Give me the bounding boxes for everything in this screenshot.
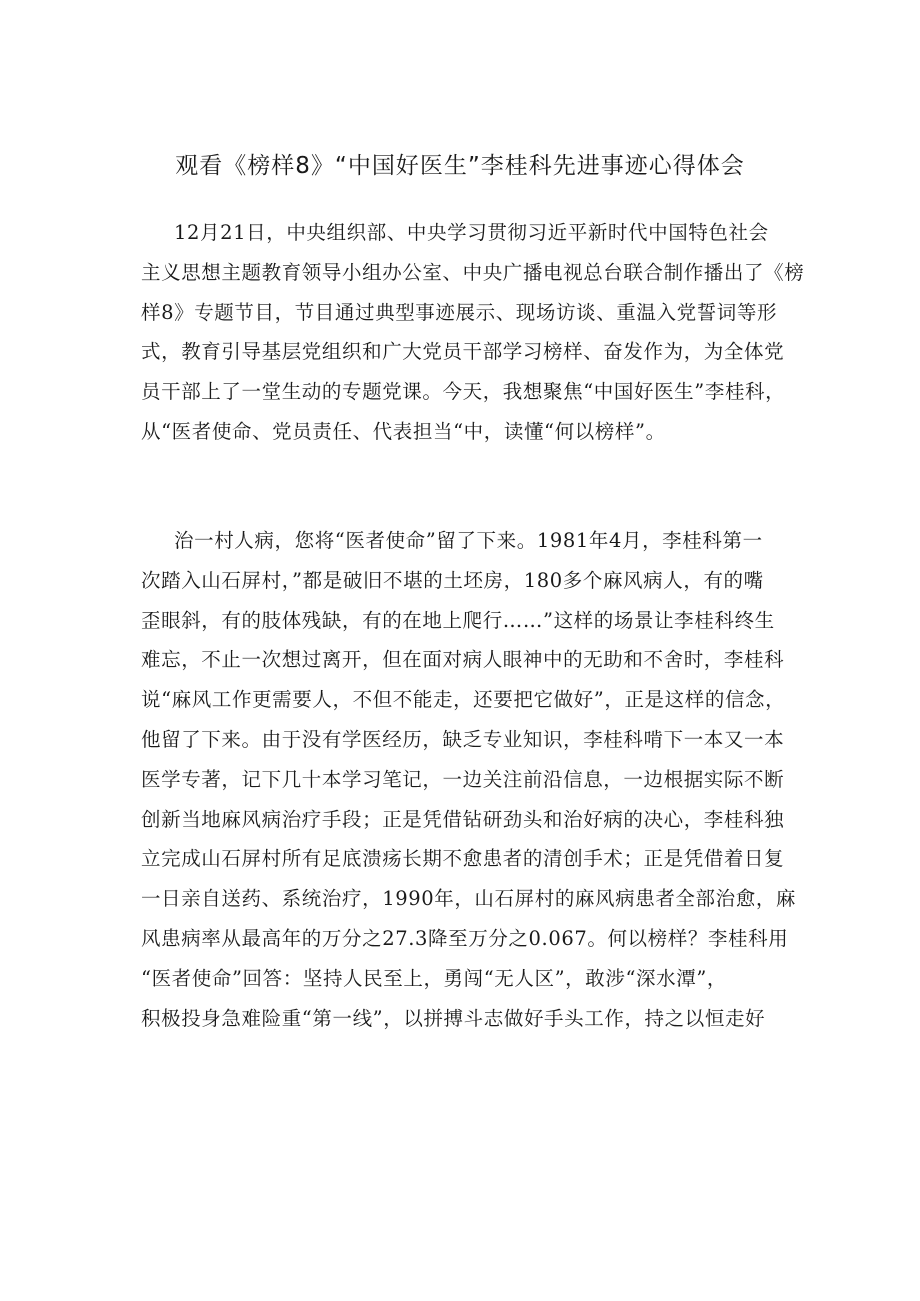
text-line: 次踏入山石屏村，”都是破旧不堪的土坯房，180多个麻风病人，有的嘴 [141,568,764,592]
text-line: 歪眼斜，有的肢体残缺，有的在地上爬行……”这样的场景让李桂科终生 [141,608,775,632]
text-line: 员干部上了一堂生动的专题党课。今天，我想聚焦“中国好医生”李桂科， [141,380,786,404]
text-line: 积极投身急难险重“第一线”，以拼搏斗志做好手头工作，持之以恒走好 [141,1006,766,1030]
paragraph-doctor-mission [141,521,801,1038]
text-line: 主义思想主题教育领导小组办公室、中央广播电视总台联合制作播出了《榜 [141,260,805,284]
text-line: 一日亲自送药、系统治疗，1990年，山石屏村的麻风病患者全部治愈，麻 [141,887,797,911]
text-line: 样8》专题节目，节目通过典型事迹展示、现场访谈、重温入党誓词等形 [141,300,778,324]
text-line: 12月21日，中央组织部、中央学习贯彻习近平新时代中国特色社会 [174,221,769,244]
text-line: 医学专著，记下几十本学习笔记，一边关注前沿信息，一边根据实际不断 [141,767,785,791]
text-line: 从“医者使命、党员责任、代表担当“中，读懂“何以榜样”。 [141,419,666,443]
text-line: “医者使命”回答：坚持人民至上，勇闯“无人区”，敢涉“深水潭”， [141,966,728,990]
text-line: 他留了下来。由于没有学医经历，缺乏专业知识，李桂科啃下一本又一本 [141,727,785,751]
text-line: 难忘，不止一次想过离开，但在面对病人眼神中的无助和不舍时，李桂科 [141,648,785,672]
text-line: 风患病率从最高年的万分之27.3降至万分之0.067。何以榜样？李桂科用 [141,926,789,950]
text-line: 式，教育引导基层党组织和广大党员干部学习榜样、奋发作为，为全体党 [141,340,785,364]
text-line: 治一村人病，您将“医者使命”留了下来。1981年4月，李桂科第一 [174,529,763,552]
text-line: 创新当地麻风病治疗手段；正是凭借钻研劲头和治好病的决心，李桂科独 [141,807,785,831]
document-title: 观看《榜样8》“中国好医生”李桂科先进事迹心得体会 [175,153,745,179]
text-line: 立完成山石屏村所有足底溃疡长期不愈患者的清创手术；正是凭借着日复 [141,847,785,871]
text-line: 说“麻风工作更需要人，不但不能走，还要把它做好”，正是这样的信念， [141,688,786,712]
paragraph-intro [141,213,805,452]
